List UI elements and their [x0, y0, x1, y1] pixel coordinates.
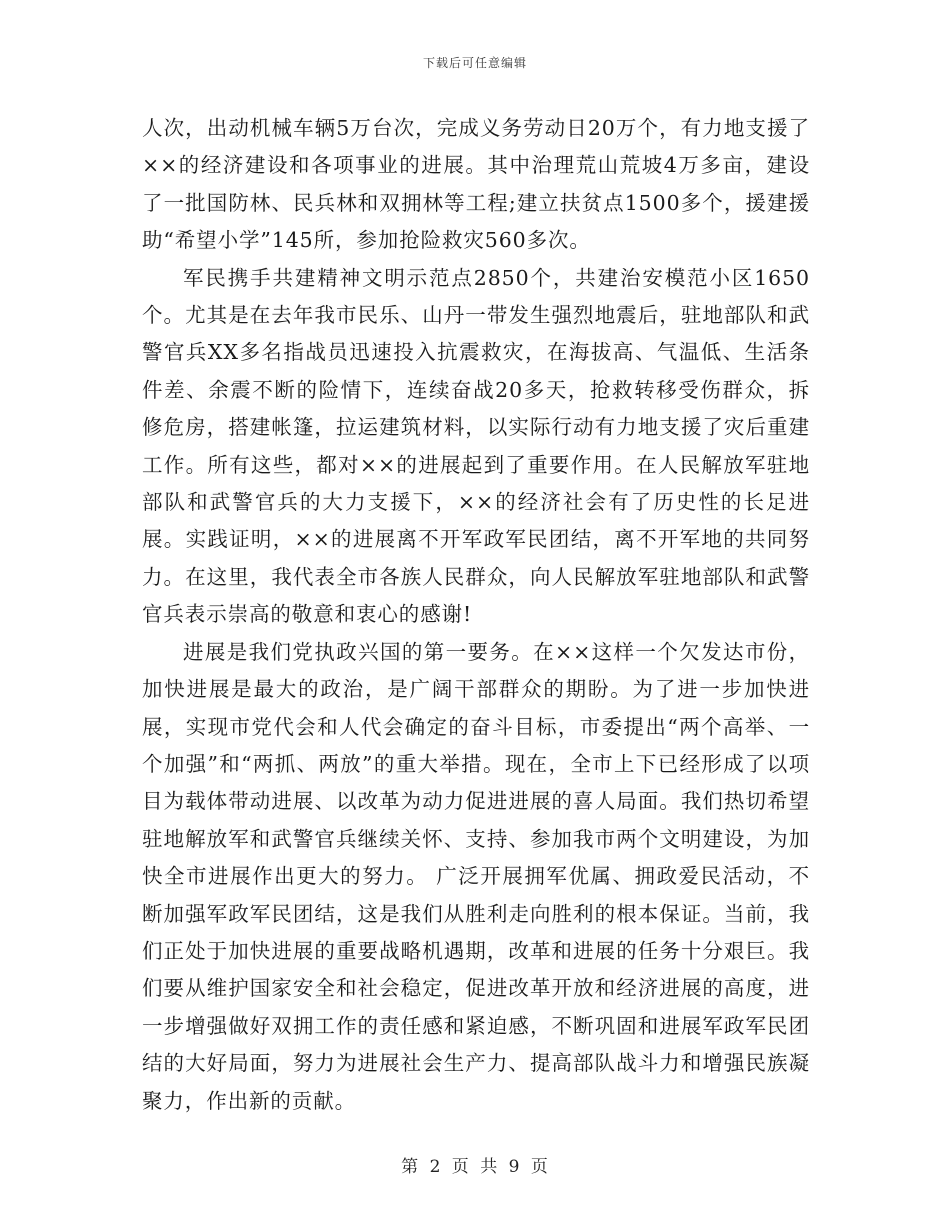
document-body	[142, 110, 810, 1120]
paragraph-3: 进展是我们党执政兴国的第一要务。在××这样一个欠发达市份，加快进展是最大的政治，是广阔干部群众的期盼。为了进一步加快进展，实现市党代会和人代会确定的奋斗目标，市委提出“两个高举、一个加强”和“两抓、两放”的重大举措。现在，全市上下已经形成了以项目为载体带动进展、以改革为动力促进进展的喜人局面。我们热切希望驻地解放军和武警官兵继续关怀、支持、参加我市两个文明建设，为加快全市进展作出更大的努力。 广泛开展拥军优属、拥政爱民活动，不断加强军政军民团结，这是我们从胜利走向胜利的根本保证。当前，我们正处于加快进展的重要战略机遇期，改革和进展的任务十分艰巨。我们要从维护国家安全和社会稳定，促进改革开放和经济进展的高度，进一步增强做好双拥工作的责任感和紧迫感，不断巩固和进展军政军民团结的大好局面，努力为进展社会生产力、提高部队战斗力和增强民族凝聚力，作出新的贡献。	[142, 639, 810, 1113]
page-header: 下载后可任意编辑	[422, 56, 527, 70]
page-number-footer: 第 2 页 共 9 页	[401, 1157, 549, 1177]
paragraph-2: 军民携手共建精神文明示范点2850个，共建治安模范小区1650个。尤其是在去年我市民乐、山丹一带发生强烈地震后，驻地部队和武警官兵XX多名指战员迅速投入抗震救灾，在海拔高、气温低、生活条件差、余震不断的险情下，连续奋战20多天，抢救转移受伤群众，拆修危房，搭建帐篷，拉运建筑材料，以实际行动有力地支援了灾后重建工作。所有这些，都对××的进展起到了重要作用。在人民解放军驻地部队和武警官兵的大力支援下，××的经济社会有了历史性的长足进展。实践证明，××的进展离不开军政军民团结，离不开军地的共同努力。在这里，我代表全市各族人民群众，向人民解放军驻地部队和武警官兵表示崇高的敬意和衷心的感谢!	[142, 265, 810, 627]
paragraph-1: 人次，出动机械车辆5万台次，完成义务劳动日20万个，有力地支援了××的经济建设和各项事业的进展。其中治理荒山荒坡4万多亩，建设了一批国防林、民兵林和双拥林等工程;建立扶贫点1500多个，援建援助“希望小学”145所，参加抢险救灾560多次。	[142, 116, 810, 253]
